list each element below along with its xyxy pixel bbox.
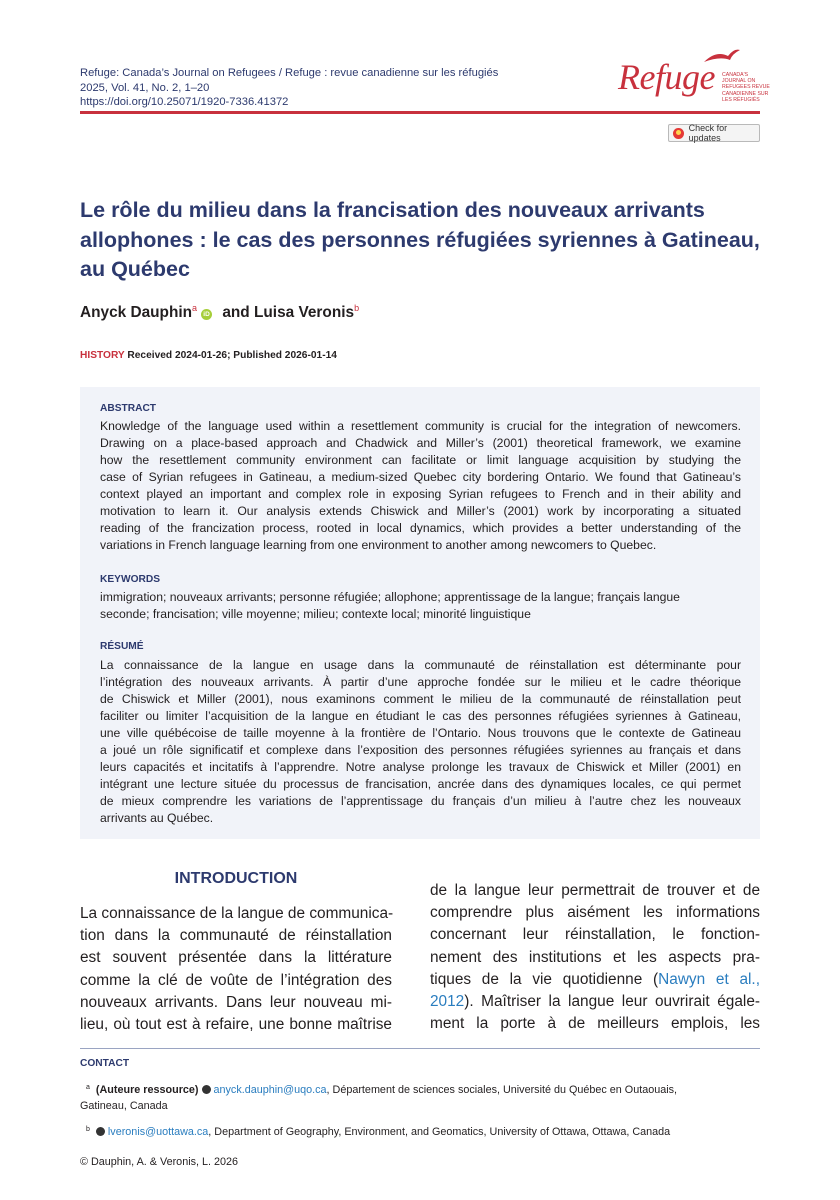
text-line: how the resettlement community environment can facilitate or limit language acquisition by studying the (100, 453, 741, 467)
header-rule (80, 111, 760, 114)
check-for-updates-label: Check for updates (688, 123, 728, 143)
resume-heading: RÉSUMÉ (100, 641, 144, 652)
citation-link[interactable]: Nawyn et al., (658, 970, 760, 988)
text-line: comme la clé de voûte de l’intégration des (80, 971, 392, 989)
text-line: intégrant une lecture située du processus de francisation, ancrée dans des dynamiques locales, ce qui permet (100, 777, 741, 791)
crossmark-icon (673, 128, 684, 139)
text-segment: tiques de la vie quotidienne ( (430, 970, 659, 988)
author-affiliation-marker: b (354, 303, 360, 313)
text-line: de mieux comprendre les variations de l’apprentissage du français d’un milieu à l’autre chez les nouveaux (100, 794, 741, 808)
abstract-text (100, 418, 741, 554)
text-line: motivation to learn it. Our analysis extends Chiswick and Miller’s (2001) work by incorporating a situated (100, 504, 741, 518)
author-name: Luisa Veronis (253, 304, 355, 321)
body-column-left (80, 903, 392, 1036)
text-line: leurs capacités et incitatifs à l’apprendre. Notre analyse prolonge les travaux de Chiswick et Miller (2001) en (100, 760, 741, 774)
text-line: context played an important and complex role in exposing Syrian refugees to French and in their ability and (100, 487, 741, 501)
contact-heading: CONTACT (80, 1058, 130, 1069)
text-line: une ville québécoise de taille moyenne à la frontière de l’Ontario. Nous trouvons que le contexte de Gatineau (100, 726, 741, 740)
check-for-updates-button[interactable] (668, 124, 760, 142)
copyright: © Dauphin, A. & Veronis, L. 2026 (80, 1156, 239, 1168)
text-line: nouveaux arrivants. Dans leur nouveau mi- (80, 993, 392, 1011)
contact-role: (Auteure ressource) (95, 1084, 199, 1096)
text-line: faciliter ou limiter l’acquisition de la langue en étudiant le cas des personnes réfugiées syriennes à Gatineau, (100, 709, 741, 723)
resume-text (100, 657, 741, 827)
journal-name: Refuge: Canada’s Journal on Refugees / Refuge : revue canadienne sur les réfugiés (80, 67, 499, 79)
history-dates: Received 2024-01-26; Published 2026-01-14 (127, 350, 337, 361)
text-line: La connaissance de la langue en usage dans la communauté de réinstallation est déterminante pour (100, 658, 741, 672)
text-line: Knowledge of the language used within a resettlement community is crucial for the integration of newcomers. (100, 419, 741, 433)
text-segment: ). Maîtriser la langue leur ouvrirait égale- (464, 993, 760, 1011)
introduction-heading: INTRODUCTION (174, 870, 298, 887)
orcid-icon[interactable]: iD (201, 309, 212, 320)
affiliation-text: , Department of Geography, Environment, and Geomatics, University of Ottawa, Ottawa, Canada (208, 1126, 671, 1138)
text-line: a joué un rôle significatif et complexe dans l’exposition des personnes réfugiées syriennes au français et dans (100, 743, 741, 757)
text-line (430, 969, 760, 991)
email-link[interactable]: lveronis@uottawa.ca (107, 1126, 209, 1138)
affiliation-marker: b (86, 1126, 90, 1133)
text-line: case of Syrian refugees in Gatineau, a medium-sized Quebec city bordering Ontario. We found that Gatineau’s (100, 470, 741, 484)
email-icon (96, 1127, 105, 1136)
text-line: La connaissance de la langue de communica- (80, 905, 394, 922)
text-line: comprendre plus aisément les informations (430, 904, 760, 922)
affiliation-marker: a (86, 1084, 90, 1091)
contact-entry-b (80, 1122, 760, 1140)
history-label: HISTORY (80, 350, 125, 361)
article-title: Le rôle du milieu dans la francisation des nouveaux arrivants allophones : le cas des personnes réfugiées syriennes à Gatineau, au Québec (80, 198, 760, 281)
contact-rule (80, 1048, 760, 1049)
citation-link[interactable]: 2012 (430, 993, 465, 1011)
text-line: seconde; francisation; ville moyenne; milieu; contexte local; minorité linguistique (100, 607, 531, 621)
text-line: de Chiswick et Miller (2001), nous examinons comment le milieu de la communauté de réinstallation peut (100, 692, 741, 706)
abstract-heading: ABSTRACT (100, 403, 157, 414)
author-list (80, 303, 359, 322)
text-line: nement des institutions et les aspects pra- (430, 948, 760, 966)
journal-header (80, 66, 600, 110)
logo-wordmark: Refuge (618, 57, 715, 97)
text-line: lieu, où tout est à refaire, une bonne maîtrise (80, 1016, 392, 1034)
email-link[interactable]: anyck.dauphin@uqo.ca (213, 1084, 327, 1096)
keywords-heading: KEYWORDS (100, 574, 160, 585)
keywords-text (100, 589, 741, 623)
text-line: variations in French language learning from one environment to another among newcomers to Quebec. (100, 538, 657, 552)
affiliation-text: Gatineau, Canada (80, 1100, 168, 1112)
text-line: tion dans la communauté de réinstallation (80, 927, 392, 945)
journal-volume: 2025, Vol. 41, No. 2, 1–20 (80, 81, 210, 94)
text-line: immigration; nouveaux arrivants; personne réfugiée; allophone; apprentissage de la langue; français langue (100, 590, 680, 604)
text-line: ment la porte à de meilleurs emplois, les (430, 1015, 760, 1033)
refuge-logo (618, 48, 768, 104)
contact-entry-a (80, 1080, 760, 1114)
text-line: reading of the francization process, rooted in local dynamics, which provides a better understanding of the (100, 521, 741, 535)
email-icon (202, 1085, 211, 1094)
author-affiliation-marker: a (192, 303, 198, 313)
text-line: arrivants au Québec. (100, 811, 214, 825)
authors-conjunction: and (222, 304, 250, 321)
text-line (430, 991, 760, 1013)
text-line: concernant leur réinstallation, le fonction- (430, 926, 760, 944)
body-column-right (430, 880, 760, 1035)
journal-doi-link[interactable]: https://doi.org/10.25071/1920-7336.41372 (80, 96, 289, 109)
logo-subtitle: CANADA'S JOURNAL ON REFUGEES REVUE CANADIENNE SUR LES RÉFUGIÉS (722, 72, 770, 103)
text-line: l’intégration des nouveaux arrivants. À partir d’une approche fondée sur le milieu et le cadre théorique (100, 675, 741, 689)
text-line: est souvent présentée dans la littérature (80, 949, 392, 967)
article-history (80, 350, 337, 361)
text-line: Drawing on a place-based approach and Chadwick and Miller’s (2001) theoretical framework, we examine (100, 436, 741, 450)
text-line: de la langue leur permettrait de trouver et de (430, 882, 760, 899)
abstract-box (80, 387, 760, 839)
affiliation-text: , Département de sciences sociales, Université du Québec en Outaouais, (326, 1084, 678, 1096)
author-name: Anyck Dauphin (80, 304, 193, 321)
